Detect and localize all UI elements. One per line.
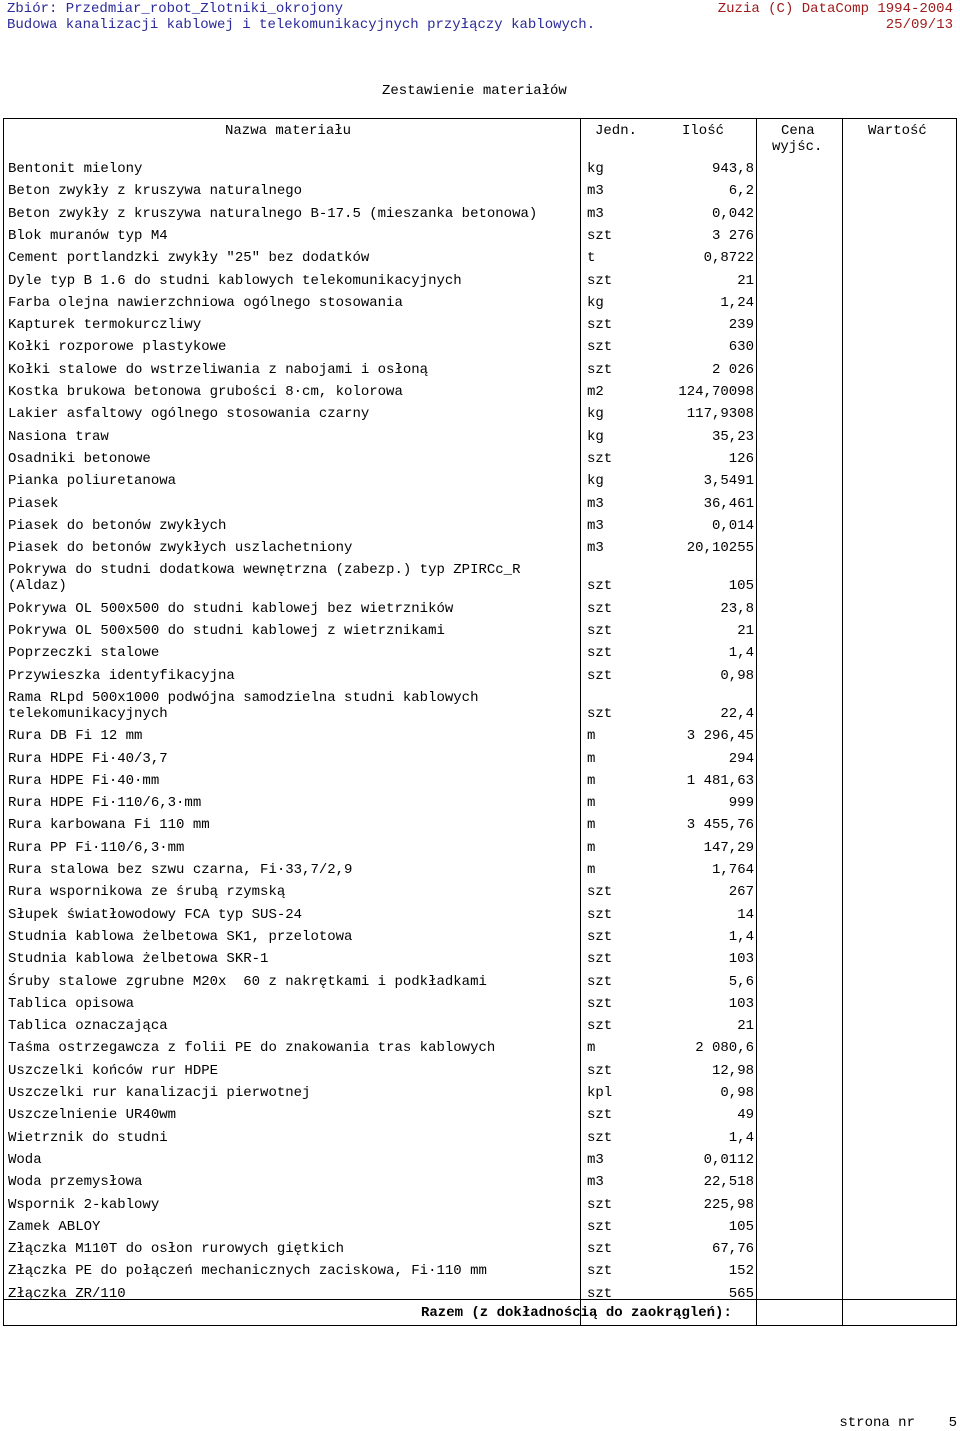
material-unit: szt xyxy=(587,645,613,662)
material-name: Taśma ostrzegawcza z folii PE do znakowania tras kablowych xyxy=(8,1040,496,1057)
material-unit: m2 xyxy=(587,384,604,400)
material-quantity: 21 xyxy=(737,272,754,289)
material-unit: m3 xyxy=(587,540,604,557)
material-quantity: 3,5491 xyxy=(703,473,754,490)
materials-table xyxy=(3,118,957,1326)
material-name: Cement portlandzki zwykły "25" bez dodatków xyxy=(8,250,370,267)
material-name: Złączka M110T do osłon rurowych giętkich xyxy=(8,1241,345,1258)
material-quantity: 294 xyxy=(728,750,754,767)
material-quantity: 124,70098 xyxy=(678,384,754,400)
material-name: Uszczelnienie UR40wm xyxy=(8,1107,177,1124)
material-name: Osadniki betonowe xyxy=(8,450,151,467)
material-unit: m xyxy=(587,839,596,856)
material-name: Pokrywa OL 500x500 do studni kablowej bez wietrzników xyxy=(8,600,454,617)
col-header-value: Wartość xyxy=(868,123,927,139)
material-quantity: 105 xyxy=(728,1218,754,1235)
material-quantity: 1,4 xyxy=(728,928,754,945)
col-divider xyxy=(756,119,757,1325)
material-name: Kostka brukowa betonowa grubości 8·cm, kolorowa xyxy=(8,384,403,400)
material-unit: szt xyxy=(587,227,613,244)
material-quantity: 0,98 xyxy=(720,667,754,684)
material-quantity: 105 xyxy=(728,578,754,595)
material-quantity: 6,2 xyxy=(728,183,754,200)
material-quantity: 999 xyxy=(728,795,754,812)
material-quantity: 20,10255 xyxy=(686,540,754,557)
material-name: Tablica oznaczająca xyxy=(8,1018,168,1035)
material-unit: szt xyxy=(587,600,613,617)
material-quantity: 2 026 xyxy=(711,361,754,378)
material-unit: kg xyxy=(587,428,604,445)
material-name: Lakier asfaltowy ogólnego stosowania czarny xyxy=(8,406,370,423)
material-name: Wietrznik do studni xyxy=(8,1129,168,1146)
material-name: Woda xyxy=(8,1151,42,1168)
material-unit: szt xyxy=(587,1062,613,1079)
material-quantity: 49 xyxy=(737,1107,754,1124)
col-header-name: Nazwa materiału xyxy=(225,123,352,139)
material-unit: m xyxy=(587,795,596,812)
material-name: Złączka PE do połączeń mechanicznych zaciskowa, Fi·110 mm xyxy=(8,1263,487,1280)
material-quantity: 5,6 xyxy=(728,973,754,990)
material-name: Piasek do betonów zwykłych uszlachetniony xyxy=(8,540,353,557)
material-quantity: 67,76 xyxy=(711,1241,754,1258)
page-title: Zestawienie materiałów xyxy=(382,83,567,99)
material-name: Śruby stalowe zgrubne M20x 60 z nakrętkami i podkładkami xyxy=(8,973,487,990)
material-name: Pianka poliuretanowa xyxy=(8,473,177,490)
total-label: Razem (z dokładnością do zaokrągleń): xyxy=(421,1305,732,1321)
material-name: Dyle typ B 1.6 do studni kablowych telekomunikacyjnych xyxy=(8,272,462,289)
material-unit: kg xyxy=(587,406,604,423)
col-divider xyxy=(580,119,581,1325)
material-unit: szt xyxy=(587,1218,613,1235)
material-unit: szt xyxy=(587,1018,613,1035)
material-name: Kołki stalowe do wstrzeliwania z nabojami i osłoną xyxy=(8,361,429,378)
material-name: Wspornik 2-kablowy xyxy=(8,1196,160,1213)
material-name: Rura PP Fi·110/6,3·mm xyxy=(8,839,185,856)
material-unit: szt xyxy=(587,705,613,722)
material-unit: m3 xyxy=(587,1151,604,1168)
col-header-qty: Ilość xyxy=(682,123,725,139)
material-unit: szt xyxy=(587,995,613,1012)
material-quantity: 36,461 xyxy=(703,495,754,512)
page-number: 5 xyxy=(948,1415,957,1431)
page-label: strona nr xyxy=(839,1415,915,1431)
material-unit: szt xyxy=(587,1241,613,1258)
material-name: Rura HDPE Fi·40/3,7 xyxy=(8,750,168,767)
material-quantity: 152 xyxy=(728,1263,754,1280)
material-unit: m xyxy=(587,750,596,767)
material-unit: szt xyxy=(587,884,613,901)
material-unit: szt xyxy=(587,317,613,334)
material-unit: szt xyxy=(587,973,613,990)
material-name: Słupek światłowodowy FCA typ SUS-24 xyxy=(8,906,303,923)
material-unit: szt xyxy=(587,928,613,945)
material-unit: szt xyxy=(587,1263,613,1280)
material-unit: szt xyxy=(587,578,613,595)
collection-name: Zbiór: Przedmiar_robot_Zlotniki_okrojony xyxy=(7,1,344,17)
material-name: Studnia kablowa żelbetowa SKR-1 xyxy=(8,951,269,968)
material-unit: kg xyxy=(587,473,604,490)
page-number-footer xyxy=(839,1415,957,1431)
material-name: Rura DB Fi 12 mm xyxy=(8,728,143,745)
material-unit: kg xyxy=(587,161,604,177)
material-name: Piasek do betonów zwykłych xyxy=(8,517,227,534)
material-unit: szt xyxy=(587,1285,613,1302)
material-quantity: 22,4 xyxy=(720,705,754,722)
material-quantity: 630 xyxy=(728,339,754,356)
material-unit: m xyxy=(587,862,596,878)
material-quantity: 0,0112 xyxy=(703,1151,754,1168)
material-name: Zamek ABLOY xyxy=(8,1218,101,1235)
material-name: Pokrywa do studni dodatkowa wewnętrzna (zabezp.) typ ZPIRCc_R (Aldaz) xyxy=(8,562,521,595)
material-name: Beton zwykły z kruszywa naturalnego B-17.5 (mieszanka betonowa) xyxy=(8,205,538,222)
material-quantity: 1 481,63 xyxy=(686,772,754,789)
material-quantity: 3 455,76 xyxy=(686,817,754,834)
material-quantity: 3 296,45 xyxy=(686,728,754,745)
material-name: Studnia kablowa żelbetowa SK1, przelotowa xyxy=(8,928,353,945)
col-header-price-sub: wyjśc. xyxy=(772,139,823,155)
project-title: Budowa kanalizacji kablowej i telekomunikacyjnych przyłączy kablowych. xyxy=(7,17,596,33)
material-quantity: 12,98 xyxy=(711,1062,754,1079)
material-name: Uszczelki końców rur HDPE xyxy=(8,1062,219,1079)
material-quantity: 0,014 xyxy=(711,517,754,534)
material-quantity: 126 xyxy=(728,450,754,467)
material-name: Piasek xyxy=(8,495,59,512)
material-unit: szt xyxy=(587,667,613,684)
material-quantity: 103 xyxy=(728,951,754,968)
material-quantity: 267 xyxy=(728,884,754,901)
material-quantity: 103 xyxy=(728,995,754,1012)
material-name: Nasiona traw xyxy=(8,428,109,445)
material-name: Rura karbowana Fi 110 mm xyxy=(8,817,210,834)
material-unit: szt xyxy=(587,361,613,378)
material-name: Rura wspornikowa ze śrubą rzymską xyxy=(8,884,286,901)
material-name: Uszczelki rur kanalizacji pierwotnej xyxy=(8,1085,311,1101)
material-unit: kg xyxy=(587,294,604,311)
material-quantity: 3 276 xyxy=(711,227,754,244)
material-quantity: 239 xyxy=(728,317,754,334)
software-credit: Zuzia (C) DataComp 1994-2004 xyxy=(717,1,953,17)
material-quantity: 23,8 xyxy=(720,600,754,617)
material-quantity: 21 xyxy=(737,623,754,639)
material-quantity: 0,8722 xyxy=(703,250,754,267)
material-unit: t xyxy=(587,250,596,267)
material-name: Rura stalowa bez szwu czarna, Fi·33,7/2,9 xyxy=(8,862,353,878)
material-quantity: 21 xyxy=(737,1018,754,1035)
material-name: Farba olejna nawierzchniowa ogólnego stosowania xyxy=(8,294,403,311)
col-divider xyxy=(842,119,843,1325)
material-unit: szt xyxy=(587,1107,613,1124)
material-name: Kołki rozporowe plastykowe xyxy=(8,339,227,356)
material-quantity: 943,8 xyxy=(711,161,754,177)
material-quantity: 225,98 xyxy=(703,1196,754,1213)
material-unit: szt xyxy=(587,339,613,356)
material-unit: szt xyxy=(587,1196,613,1213)
material-unit: szt xyxy=(587,623,613,639)
material-name: Pokrywa OL 500x500 do studni kablowej z wietrznikami xyxy=(8,623,445,639)
material-quantity: 1,4 xyxy=(728,645,754,662)
material-name: Tablica opisowa xyxy=(8,995,135,1012)
material-unit: szt xyxy=(587,906,613,923)
material-name: Złączka ZR/110 xyxy=(8,1285,126,1302)
col-header-price: Cena xyxy=(781,123,815,139)
material-quantity: 565 xyxy=(728,1285,754,1302)
material-unit: m3 xyxy=(587,1174,604,1191)
material-name: Poprzeczki stalowe xyxy=(8,645,160,662)
material-quantity: 14 xyxy=(737,906,754,923)
material-unit: m3 xyxy=(587,183,604,200)
material-quantity: 147,29 xyxy=(703,839,754,856)
material-unit: kpl xyxy=(587,1085,613,1101)
material-name: Rura HDPE Fi·40·mm xyxy=(8,772,160,789)
material-name: Woda przemysłowa xyxy=(8,1174,143,1191)
material-quantity: 0,042 xyxy=(711,205,754,222)
material-unit: m3 xyxy=(587,205,604,222)
material-quantity: 1,24 xyxy=(720,294,754,311)
material-unit: m xyxy=(587,772,596,789)
material-name: Kapturek termokurczliwy xyxy=(8,317,202,334)
material-unit: szt xyxy=(587,272,613,289)
material-unit: m xyxy=(587,817,596,834)
material-name: Beton zwykły z kruszywa naturalnego xyxy=(8,183,303,200)
material-quantity: 1,764 xyxy=(711,862,754,878)
material-name: Rama RLpd 500x1000 podwójna samodzielna studni kablowych telekomunikacyjnych xyxy=(8,689,479,722)
material-unit: szt xyxy=(587,1129,613,1146)
material-unit: m3 xyxy=(587,517,604,534)
material-unit: m xyxy=(587,728,596,745)
material-unit: szt xyxy=(587,951,613,968)
material-quantity: 2 080,6 xyxy=(695,1040,754,1057)
material-unit: m3 xyxy=(587,495,604,512)
material-name: Blok muranów typ M4 xyxy=(8,227,168,244)
document-date: 25/09/13 xyxy=(885,17,953,33)
material-quantity: 117,9308 xyxy=(686,406,754,423)
material-name: Przywieszka identyfikacyjna xyxy=(8,667,235,684)
material-quantity: 0,98 xyxy=(720,1085,754,1101)
material-name: Bentonit mielony xyxy=(8,161,143,177)
material-quantity: 22,518 xyxy=(703,1174,754,1191)
material-name: Rura HDPE Fi·110/6,3·mm xyxy=(8,795,202,812)
col-header-unit: Jedn. xyxy=(595,123,638,139)
material-quantity: 1,4 xyxy=(728,1129,754,1146)
material-unit: m xyxy=(587,1040,596,1057)
material-quantity: 35,23 xyxy=(711,428,754,445)
material-unit: szt xyxy=(587,450,613,467)
